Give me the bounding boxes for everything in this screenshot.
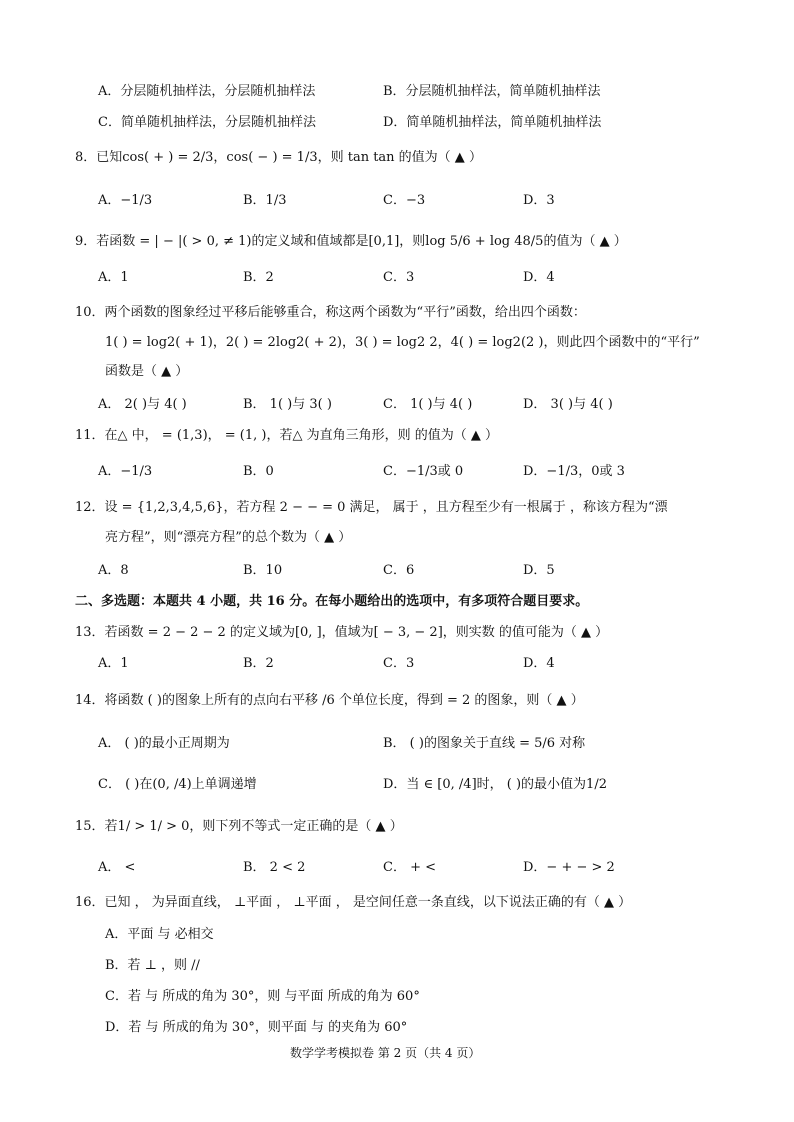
q11-option-d: D．−1/3，0或 3 [523,464,625,479]
q16-option-d: D．若 与 所成的角为 30°，则平面 与 的夹角为 60° [105,1020,408,1035]
q8-option-c: C．−3 [383,193,426,208]
section-2-heading: 二、多选题：本题共 4 小题，共 16 分。在每小题给出的选项中，有多项符合题目要求。 [75,594,589,609]
q16-option-c: C．若 与 所成的角为 30°，则 与平面 所成的角为 60° [105,989,420,1004]
q11-option-c: C．−1/3或 0 [383,464,464,479]
q7-option-b: B．分层随机抽样法，简单随机抽样法 [383,84,601,99]
q15-option-b: B． 2 < 2 [243,860,306,875]
q15-option-d: D．− + − > 2 [523,860,615,875]
q7-option-d: D．简单随机抽样法，简单随机抽样法 [383,115,602,130]
q11-stem: 11．在△ 中， = (1,3)， = (1, )，若△ 为直角三角形，则 的值为（ ▲ ） [75,428,499,443]
q12-option-d: D．5 [523,563,555,578]
q10-option-a: A． 2( )与 4( ) [98,397,187,412]
q10-option-c: C． 1( )与 4( ) [383,397,473,412]
q14-option-a: A． ( )的最小正周期为 [98,736,230,751]
q10-stem-tail: 函数是（ ▲ ） [105,364,189,379]
q8-option-b: B．1/3 [243,193,287,208]
q11-option-a: A．−1/3 [98,464,153,479]
q9-option-b: B．2 [243,270,274,285]
q16-option-b: B．若 ⊥ ，则 // [105,958,200,973]
q7-option-c: C．简单随机抽样法，分层随机抽样法 [98,115,316,130]
q14-option-d: D．当 ∈ [0, /4]时， ( )的最小值为1/2 [383,777,607,792]
q16-option-a: A．平面 与 必相交 [105,927,214,942]
q13-option-a: A．1 [98,656,129,671]
q10-functions: 1( ) = log2( + 1)，2( ) = 2log2( + 2)，3( ) = log2 2，4( ) = log2(2 )，则此四个函数中的“平行” [105,335,700,350]
q13-option-d: D．4 [523,656,555,671]
q15-stem: 15．若1/ > 1/ > 0，则下列不等式一定正确的是（ ▲ ） [75,819,403,834]
q14-stem: 14．将函数 ( )的图象上所有的点向右平移 /6 个单位长度，得到 = 2 的图象，则（ ▲ ） [75,693,584,708]
q13-option-c: C．3 [383,656,415,671]
q12-option-b: B．10 [243,563,283,578]
q12-option-a: A．8 [98,563,129,578]
q12-stem-tail: 亮方程”，则“漂亮方程”的总个数为（ ▲ ） [105,530,352,545]
q14-option-c: C． ( )在(0, /4)上单调递增 [98,777,257,792]
q13-option-b: B．2 [243,656,274,671]
q9-option-a: A．1 [98,270,129,285]
q10-stem: 10．两个函数的图象经过平移后能够重合，称这两个函数为“平行”函数，给出四个函数： [75,305,586,320]
q12-option-c: C．6 [383,563,415,578]
q10-option-b: B． 1( )与 3( ) [243,397,332,412]
page-footer: 数学学考模拟卷 第 2 页（共 4 页） [290,1046,481,1060]
q11-option-b: B．0 [243,464,274,479]
q10-option-d: D． 3( )与 4( ) [523,397,613,412]
q12-stem: 12．设 = {1,2,3,4,5,6}，若方程 2 − − = 0 满足， 属于 ，且方程至少有一根属于 ，称该方程为“漂 [75,500,668,515]
q9-stem: 9．若函数 = | − |( > 0, ≠ 1)的定义域和值域都是[0,1]，则log 5/6 + log 48/5的值为（ ▲ ） [75,234,627,249]
q15-option-a: A． < [98,860,136,875]
q13-stem: 13．若函数 = 2 − 2 − 2 的定义域为[0, ]，值域为[ − 3, − 2]，则实数 的值可能为（ ▲ ） [75,625,609,640]
q8-option-a: A．−1/3 [98,193,153,208]
q15-option-c: C． + < [383,860,436,875]
q7-option-a: A．分层随机抽样法，分层随机抽样法 [98,84,316,99]
q9-option-c: C．3 [383,270,415,285]
q16-stem: 16．已知 ， 为异面直线， ⊥平面 ， ⊥平面 ， 是空间任意一条直线，以下说法正确的有（ ▲ ） [75,895,632,910]
q8-option-d: D．3 [523,193,555,208]
q8-stem: 8．已知cos( + ) = 2/3，cos( − ) = 1/3，则 tan tan 的值为（ ▲ ） [75,150,482,165]
q9-option-d: D．4 [523,270,555,285]
q14-option-b: B． ( )的图象关于直线 = 5/6 对称 [383,736,586,751]
